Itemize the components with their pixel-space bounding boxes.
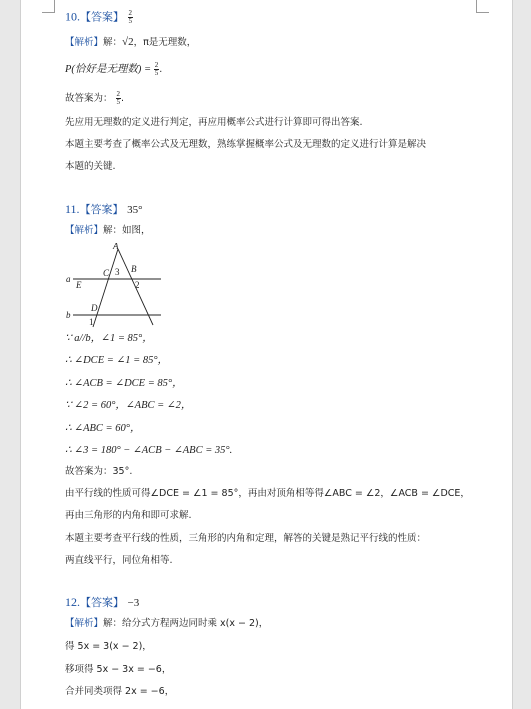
q11-solution-intro: 【解析】解：如图，: [65, 225, 151, 236]
q11-explain-1: 由平行线的性质可得∠DCE = ∠1 = 85°，再由对顶角相等得∠ABC = ∠2，∠ACB = ∠DCE，: [65, 488, 470, 499]
q11-explain-4: 两直线平行，同位角相等.: [65, 555, 173, 566]
q12-answer-line: [65, 596, 139, 609]
q11-explain-3: 本题主要考查平行线的性质，三角形的内角和定理，解答的关键是熟记平行线的性质：: [65, 533, 427, 544]
label-3: 3: [115, 267, 120, 277]
q11-explain-2: 再由三角形的内角和即可求解.: [65, 510, 192, 521]
q11-step-2: ∴ ∠DCE = ∠1 = 85°，: [65, 355, 169, 366]
q12-answer: −3: [127, 597, 140, 609]
q11-step-5: ∴ ∠ABC = 60°，: [65, 423, 141, 434]
label-b: b: [66, 310, 71, 320]
q11-step-1: ∵ a//b，∠1 = 85°，: [65, 333, 153, 344]
q11-step-3: ∴ ∠ACB = ∠DCE = 85°，: [65, 378, 183, 389]
q12-answer-tag: 【答案】: [80, 596, 124, 609]
q11-answer: 35°: [127, 204, 143, 216]
q12-step-2: 得 5x = 3(x − 2)，: [65, 641, 152, 652]
q10-final-line: 故答案为： $\frac{2}{5}$ .: [65, 90, 125, 106]
label-C: C: [103, 268, 110, 278]
q10-explain-1: 先应用无理数的定义进行判定，再应用概率公式进行计算即可得出答案.: [65, 117, 363, 128]
q12-analysis-tag: 【解析】: [65, 618, 104, 629]
q11-answer-tag: 【答案】: [79, 203, 124, 216]
q10-solution-line: 【解析】解：√2，π是无理数，: [65, 36, 197, 48]
q12-step-4: 合并同类项得 2x = −6，: [65, 686, 175, 697]
q11-number: 11.: [65, 202, 80, 216]
q10-number: 10.: [65, 9, 80, 24]
q12-step-3: 移项得 5x − 3x = −6，: [65, 664, 172, 675]
label-2: 2: [135, 280, 140, 290]
q10-explain-2: 本题主要考查了概率公式及无理数，熟练掌握概率公式及无理数的定义进行计算是解决: [65, 139, 427, 150]
label-a: a: [66, 274, 71, 284]
q11-analysis-tag: 【解析】: [65, 225, 104, 236]
label-D: D: [91, 303, 98, 313]
label-B: B: [131, 264, 137, 274]
crop-mark-top-right: [476, 0, 489, 13]
q10-answer-tag: 【答案】: [80, 10, 124, 24]
q11-step-4: ∵ ∠2 = 60°，∠ABC = ∠2，: [65, 400, 192, 411]
q12-step-1: 【解析】解：给分式方程两边同时乘 x(x − 2)，: [65, 618, 269, 629]
q10-explain-3: 本题的关键.: [65, 161, 116, 172]
crop-mark-top-left: [42, 0, 55, 13]
q10-analysis-tag: 【解析】: [65, 37, 104, 48]
q10-answer-line: [65, 10, 133, 25]
label-E: E: [76, 280, 82, 290]
q10-probability-line: P(恰好是无理数) = $\frac{2}{5}$ .: [65, 61, 163, 77]
q12-number: 12.: [65, 595, 80, 609]
q11-step-6: ∴ ∠3 = 180° − ∠ACB − ∠ABC = 35°.: [65, 445, 233, 456]
label-A: A: [113, 243, 119, 251]
geometry-figure: [63, 243, 163, 329]
q10-prob-fraction: $\frac{2}{5}$: [154, 61, 159, 77]
q11-answer-line: [65, 203, 142, 216]
q10-final-fraction: $\frac{2}{5}$: [116, 90, 121, 106]
label-1: 1: [89, 317, 94, 327]
q11-final: 故答案为：35°.: [65, 466, 133, 477]
q10-answer-fraction: $\frac{2}{5}$: [128, 9, 132, 25]
